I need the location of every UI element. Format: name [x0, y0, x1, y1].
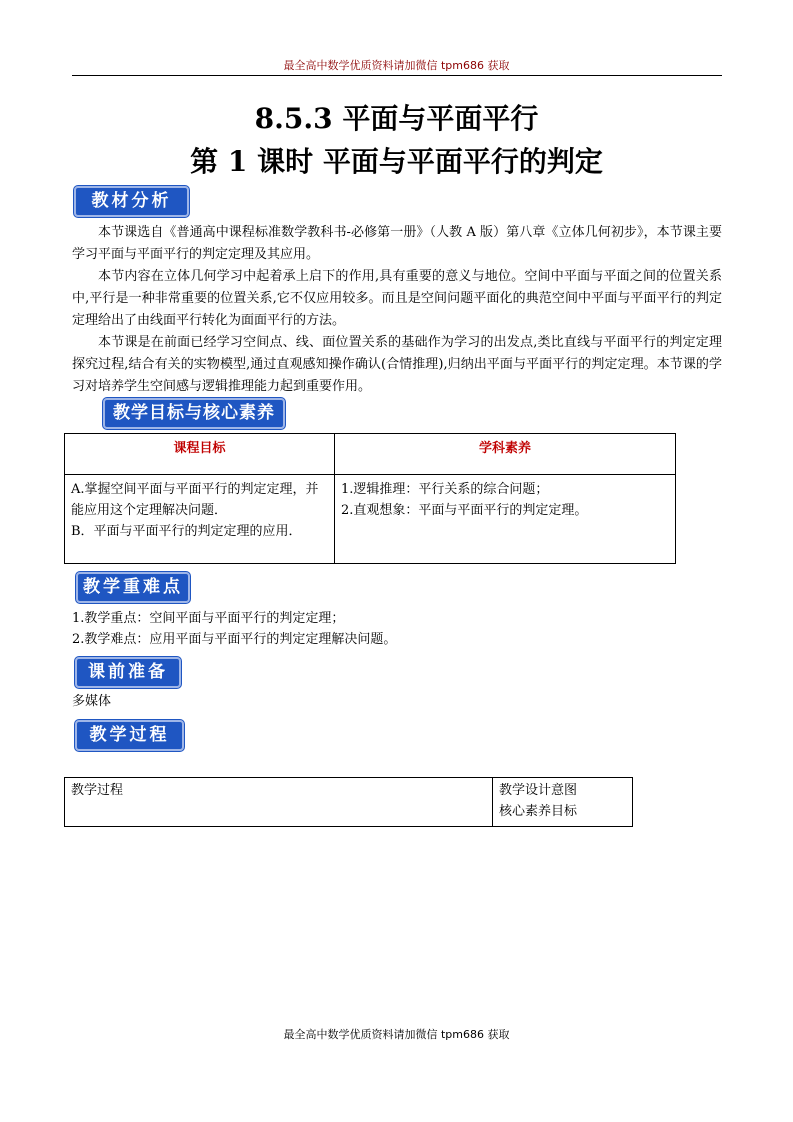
page-footer: 最全高中数学优质资料请加微信 tpm686 获取 [283, 1028, 510, 1041]
goals-course-cell [65, 475, 335, 564]
analysis-paragraph-1: 本节课选自《普通高中课程标准数学教科书-必修第一册》（人教 A 版）第八章《立体几何初步》，本节课主要学习平面与平面平行的判定定理及其应用。 [72, 225, 722, 262]
analysis-paragraph-2: 本节内容在立体几何学习中起着承上启下的作用,具有重要的意义与地位。空间中平面与平面之间的位置关系中,平行是一种非常重要的位置关系,它不仅应用较多。而且是空间问题平面化的典范空间中平面与平面平行的判定定理给出了由线面平行转化为面面平行的方法。 [72, 269, 722, 328]
page-header: 最全高中数学优质资料请加微信 tpm686 获取 [283, 59, 510, 72]
goal-item-a: A.掌握空间平面与平面平行的判定定理，并能应用这个定理解决问题． [71, 482, 319, 518]
process-table [64, 777, 633, 827]
design-intent-cell [493, 778, 633, 827]
key-point-1: 1.教学重点：空间平面与平面平行的判定定理； [72, 611, 345, 626]
core-literacy-label: 核心素养目标 [499, 804, 578, 819]
header-rule [72, 75, 722, 76]
design-intent-label: 教学设计意图 [499, 783, 578, 798]
section-badge-goals: 教学目标与核心素养 [103, 398, 285, 429]
section-badge-key-points: 教学重难点 [76, 572, 190, 603]
key-point-2: 2.教学难点：应用平面与平面平行的判定定理解决问题。 [72, 632, 397, 647]
literacy-item-1: 1.逻辑推理：平行关系的综合问题； [341, 482, 549, 497]
process-cell: 教学过程 [65, 778, 493, 827]
goals-table [64, 433, 676, 564]
lesson-subtitle: 第 1 课时 平面与平面平行的判定 [190, 145, 603, 178]
goals-header-literacy: 学科素养 [335, 434, 676, 475]
goals-header-course: 课程目标 [65, 434, 335, 475]
literacy-item-2: 2.直观想象：平面与平面平行的判定定理。 [341, 503, 588, 518]
analysis-paragraph-3: 本节课是在前面已经学习空间点、线、面位置关系的基础作为学习的出发点,类比直线与平面平行的判定定理探究过程,结合有关的实物模型,通过直观感知操作确认(合情推理),归纳出平面与平面平行的判定定理。本节课的学习对培养学生空间感与逻辑推理能力起到重要作用。 [72, 335, 722, 394]
section-badge-analysis: 教材分析 [74, 186, 189, 217]
preparation-text: 多媒体 [72, 694, 112, 709]
section-badge-process: 教学过程 [75, 720, 184, 751]
lesson-title: 8.5.3 平面与平面平行 [254, 102, 539, 135]
section-badge-preparation: 课前准备 [75, 657, 181, 688]
goal-item-b: B．平面与平面平行的判定定理的应用． [71, 524, 302, 539]
goals-literacy-cell [335, 475, 676, 564]
